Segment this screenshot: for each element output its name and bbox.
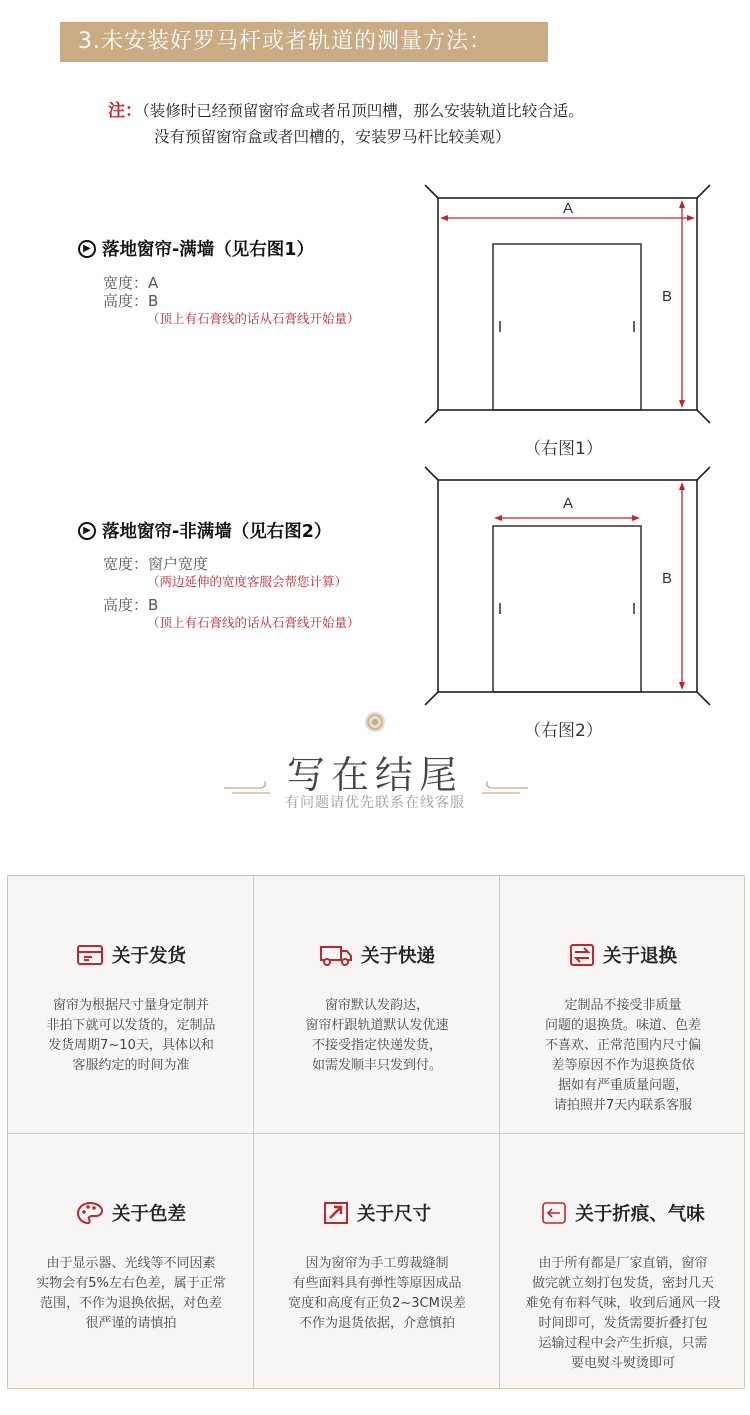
card-size [254, 1134, 500, 1391]
card-creases-odor [500, 1134, 746, 1391]
card-body: 因为窗帘为手工剪裁缝制 有些面料具有弹性等原因成品 宽度和高度有正负2~3CM误差 不作为退货依据，介意慎拍 [288, 1256, 466, 1331]
card-title: 关于尺寸 [356, 1204, 431, 1225]
truck-box-icon [76, 943, 104, 967]
diagram-full-wall [420, 180, 720, 425]
card-courier [254, 876, 500, 1133]
section2-height: 高度：B [103, 596, 159, 614]
palette-icon [76, 1201, 104, 1225]
info-grid [7, 875, 745, 1389]
card-body: 窗帘为根据尺寸量身定制并 非拍下就可以发货的，定制品 发货周期7~10天，具体以和 客服约定的时间为准 [46, 998, 216, 1073]
diagram-partial-wall [420, 462, 720, 707]
card-title: 关于快递 [360, 946, 435, 967]
section2-width: 宽度：窗户宽度 [103, 555, 209, 573]
arrow-circle-icon: ▶ [78, 522, 96, 540]
ornament-medallion-icon [363, 710, 387, 734]
exchange-icon [569, 943, 595, 967]
arrow-circle-icon: ▶ [78, 240, 96, 258]
card-color-difference [8, 1134, 254, 1391]
resize-arrow-icon [323, 1201, 349, 1225]
card-title: 关于发货 [111, 946, 186, 967]
card-shipping [8, 876, 254, 1133]
return-arrow-icon [541, 1201, 567, 1225]
card-title: 关于退换 [602, 946, 677, 967]
note-line-2: 没有预留窗帘盒或者凹槽的，安装罗马杆比较美观） [154, 128, 511, 146]
diagram2-label-b: B [661, 570, 673, 587]
diagram1-caption: （右图1） [524, 439, 603, 459]
diagram1-label-a: A [562, 200, 574, 217]
card-title: 关于色差 [111, 1204, 186, 1225]
diagram1-label-b: B [661, 288, 673, 305]
section2-title: ▶ 落地窗帘-非满墙（见右图2） [78, 518, 331, 543]
section1-height-note: （顶上有石膏线的话从石膏线开始量） [147, 311, 360, 326]
card-returns [500, 876, 746, 1133]
card-title: 关于折痕、气味 [575, 1204, 705, 1225]
section1-height: 高度：B [103, 292, 159, 310]
card-body: 窗帘默认发韵达， 窗帘杆跟轨道默认发优速 不接受指定快递发货， 如需发顺丰只发到付。 [305, 998, 449, 1073]
diagram2-caption: （右图2） [524, 721, 603, 741]
card-body: 定制品不接受非质量 问题的退换货。味道、色差 不喜欢、正常范围内尺寸偏 差等原因不作为退换货依 据如有严重质量问题， 请拍照并7天内联系客服 [544, 998, 701, 1113]
note-line-1: （装修时已经预留窗帘盒或者吊顶凹槽，那么安装轨道比较合适。 [142, 102, 584, 120]
note-block [108, 98, 584, 150]
ending-subtitle: 有问题请优先联系在线客服 [285, 795, 465, 811]
section1-width: 宽度：A [103, 274, 159, 292]
section1-title: ▶ 落地窗帘-满墙（见右图1） [78, 236, 314, 261]
card-body: 由于显示器、光线等不同因素 实物会有5%左右色差，属于正常 范围，不作为退换依据，对色差 很严谨的请慎拍 [36, 1256, 226, 1331]
card-body: 由于所有都是厂家直销，窗帘 做完就立刻打包发货，密封几天 难免有布料气味，收到后通风一段 时间即可，发货需要折叠打包 运输过程中会产生折痕，只需 要电熨斗熨烫即可 [525, 1256, 721, 1371]
delivery-truck-icon [319, 943, 353, 967]
ending-title: 写在结尾 [286, 753, 463, 797]
section2-width-note: （两边延伸的宽度客服会帮您计算） [147, 574, 348, 589]
section2-height-note: （顶上有石膏线的话从石膏线开始量） [147, 615, 360, 630]
diagram2-label-a: A [562, 495, 574, 512]
note-label: 注： [108, 101, 142, 121]
section-banner: 3.未安装好罗马杆或者轨道的测量方法： [60, 22, 548, 62]
